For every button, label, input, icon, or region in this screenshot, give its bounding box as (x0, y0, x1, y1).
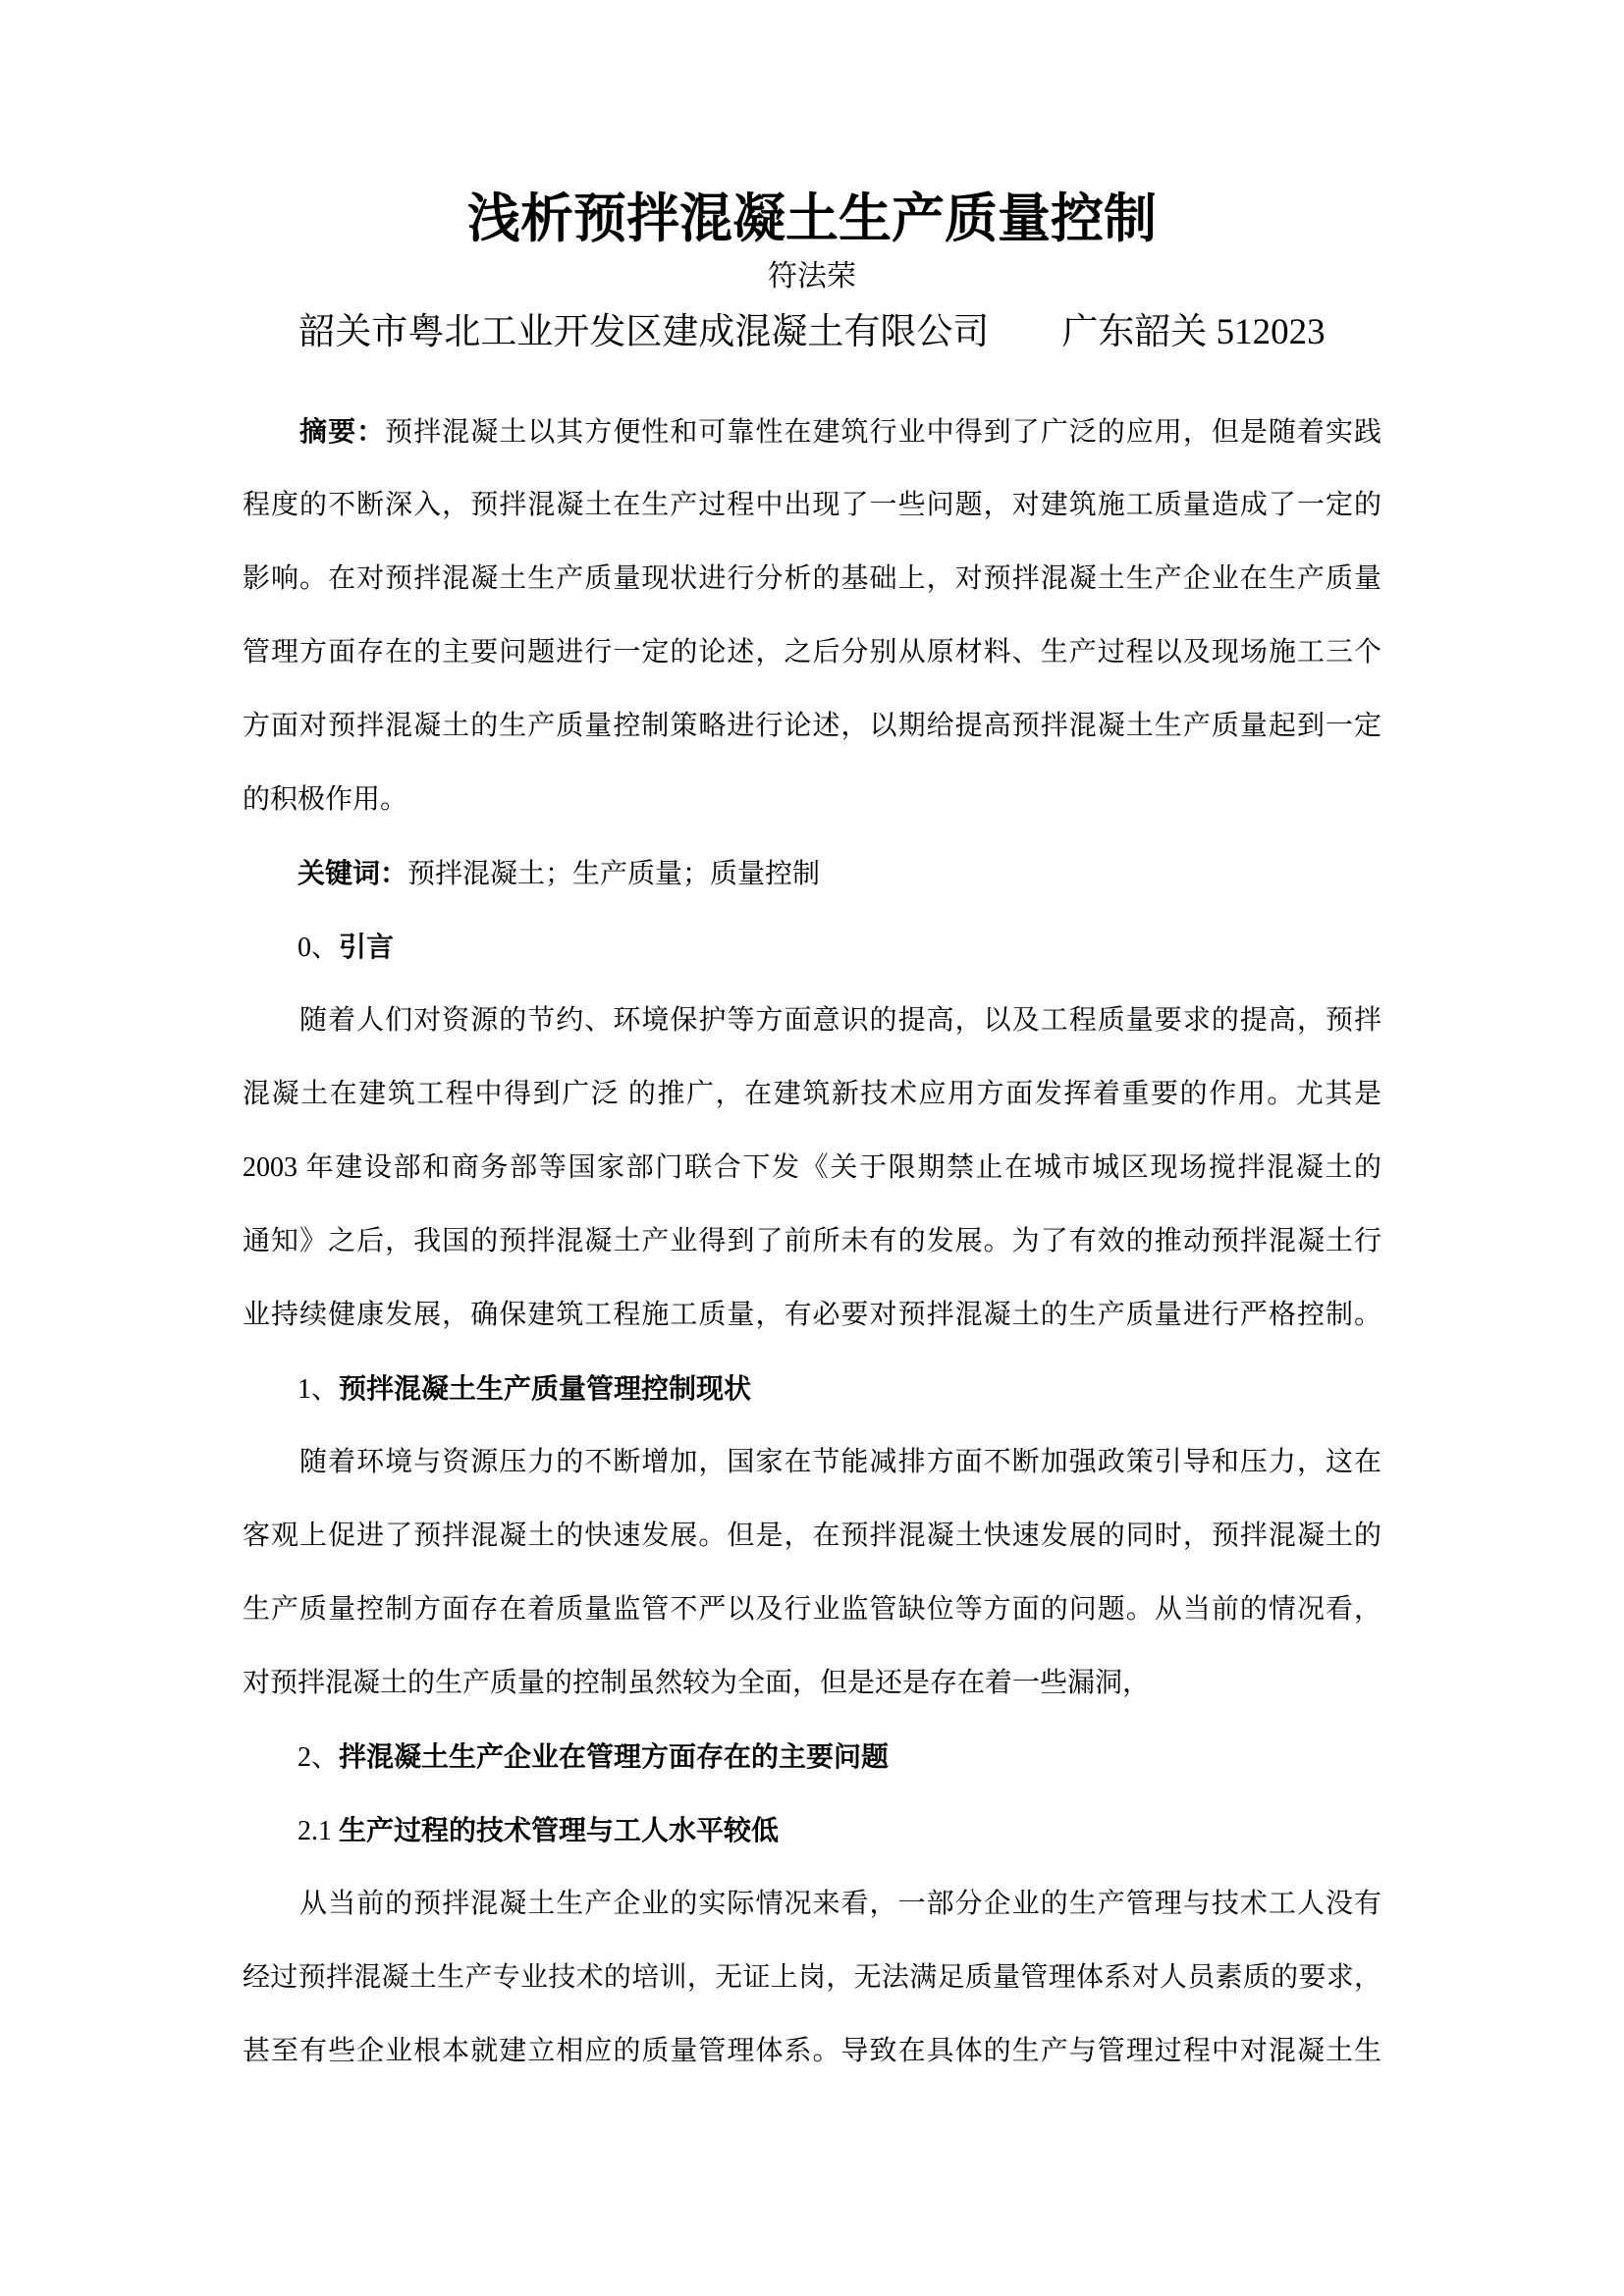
text-run: 2.1 (243, 1816, 340, 1846)
bold-text-run: 预拌混凝土生产质量管理控制现状 (339, 1373, 752, 1404)
text-line (243, 836, 1381, 910)
bold-text-run: 关键词： (243, 858, 408, 888)
text-line (243, 1941, 1381, 2014)
text-line (243, 1720, 1381, 1793)
text-line (243, 1425, 1381, 1499)
text-line (243, 763, 1381, 836)
text-run: 预拌混凝土以其方便性和可靠性在建筑行业中得到了广泛的应用，但是随着实践 (385, 417, 1381, 448)
text-line (243, 395, 1381, 468)
paper-author: 符法荣 (768, 260, 856, 293)
text-run: 从当前的预拌混凝土生产企业的实际情况来看，一部分企业的生产管理与技术工人没有 (243, 1889, 1381, 1919)
text-line (243, 468, 1381, 542)
text-run: 2、 (243, 1742, 340, 1773)
bold-text-run: 引言 (339, 932, 395, 962)
text-line (243, 1867, 1381, 1941)
text-run: 方面对预拌混凝土的生产质量控制策略进行论述，以期给提高预拌混凝土生产质量起到一定 (243, 711, 1381, 741)
text-line (243, 1278, 1381, 1352)
text-run: 经过预拌混凝土生产专业技术的培训，无证上岗，无法满足质量管理体系对人员素质的要求， (243, 1962, 1381, 1993)
text-run: 生产质量控制方面存在着质量监管不严以及行业监管缺位等方面的问题。从当前的情况看， (243, 1594, 1381, 1625)
text-run: 客观上促进了预拌混凝土的快速发展。但是，在预拌混凝土快速发展的同时，预拌混凝土的 (243, 1521, 1381, 1551)
text-line (243, 615, 1381, 689)
text-run: 混凝土在建筑工程中得到广泛 的推广，在建筑新技术应用方面发挥着重要的作用。尤其是 (243, 1079, 1381, 1109)
text-run: 预拌混凝土；生产质量；质量控制 (407, 859, 821, 889)
text-run: 随着环境与资源压力的不断增加，国家在节能减排方面不断加强政策引导和压力，这在 (243, 1447, 1381, 1477)
text-line (243, 689, 1381, 763)
text-line (243, 1204, 1381, 1278)
text-run: 随着人们对资源的节约、环境保护等方面意识的提高，以及工程质量要求的提高，预拌 (243, 1005, 1381, 1036)
text-run: 程度的不断深入，预拌混凝土在生产过程中出现了一些问题，对建筑施工质量造成了一定的 (243, 490, 1381, 520)
paper-title: 浅析预拌混凝土生产质量控制 (467, 189, 1157, 248)
bold-text-run: 摘要： (243, 416, 386, 447)
text-run: 业持续健康发展，确保建筑工程施工质量，有必要对预拌混凝土的生产质量进行严格控制。 (243, 1300, 1381, 1330)
text-line (243, 1793, 1381, 1867)
text-run: 对预拌混凝土的生产质量的控制虽然较为全面，但是还是存在着一些漏洞， (243, 1668, 1151, 1698)
paper-affiliation: 韶关市粤北工业开发区建成混凝土有限公司 广东韶关 512023 (298, 312, 1326, 352)
text-line (243, 1131, 1381, 1204)
text-run: 的积极作用。 (243, 784, 408, 815)
text-run: 影响。在对预拌混凝土生产质量现状进行分析的基础上，对预拌混凝土生产企业在生产质量 (243, 563, 1381, 594)
text-line (243, 1057, 1381, 1131)
text-line (243, 542, 1381, 615)
text-run: 1、 (243, 1374, 340, 1405)
text-line (243, 910, 1381, 984)
text-run: 通知》之后，我国的预拌混凝土产业得到了前所未有的发展。为了有效的推动预拌混凝土行 (243, 1226, 1381, 1256)
text-run: 管理方面存在的主要问题进行一定的论述，之后分别从原材料、生产过程以及现场施工三个 (243, 637, 1381, 667)
text-line (243, 1499, 1381, 1573)
text-run: 甚至有些企业根本就建立相应的质量管理体系。导致在具体的生产与管理过程中对混凝土生 (243, 2036, 1381, 2066)
bold-text-run: 生产过程的技术管理与工人水平较低 (339, 1815, 780, 1845)
text-run: 0、 (243, 933, 340, 963)
text-line (243, 2014, 1381, 2088)
document-body (243, 395, 1381, 2088)
text-line (243, 1573, 1381, 1646)
paper-header (0, 0, 1624, 361)
text-line (243, 984, 1381, 1057)
text-run: 2003 年建设部和商务部等国家部门联合下发《关于限期禁止在城市城区现场搅拌混凝土的 (243, 1152, 1381, 1183)
text-line (243, 1646, 1381, 1720)
text-line (243, 1352, 1381, 1425)
bold-text-run: 拌混凝土生产企业在管理方面存在的主要问题 (339, 1741, 890, 1772)
